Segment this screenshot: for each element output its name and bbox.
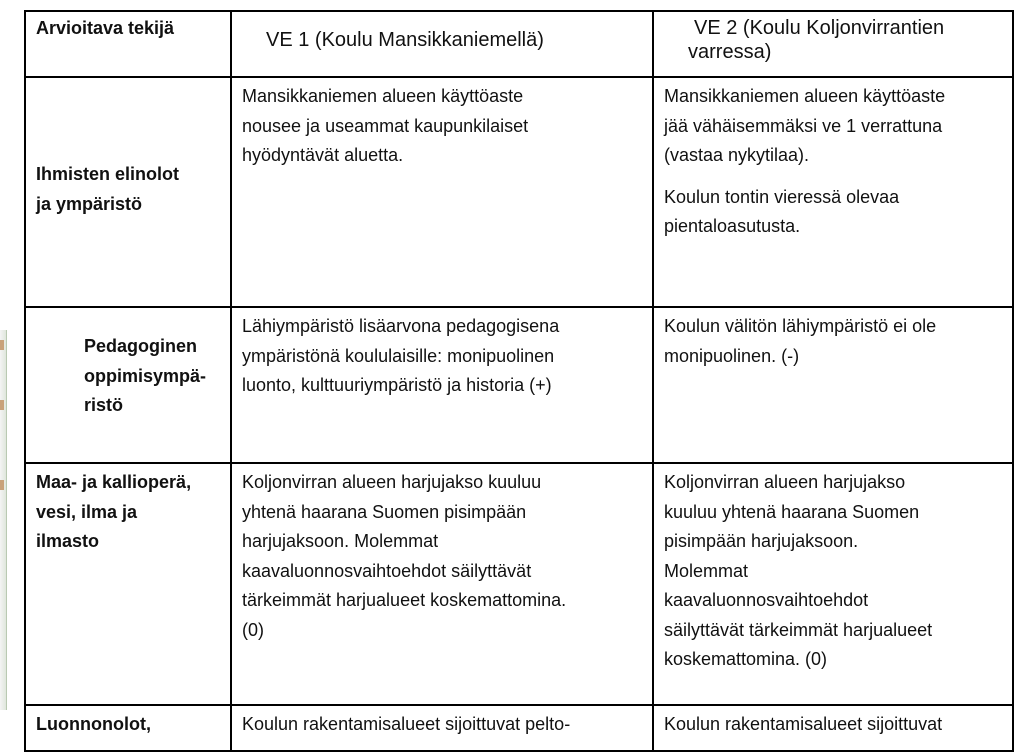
- row-label-cell: [25, 463, 231, 705]
- left-edge-strip: [0, 330, 7, 710]
- row-label-line: Maa- ja kallioperä,: [36, 472, 192, 492]
- text-line: (0): [242, 619, 264, 640]
- text-line: pisimpään harjujaksoon.: [664, 531, 859, 551]
- text-line: Koljonvirran alueen harjujakso kuuluu: [242, 472, 542, 492]
- header-assessed-factor: Arvioitava tekijä: [25, 11, 231, 77]
- option-2-cell: [653, 463, 1013, 705]
- text-line: koskemattomina. (0): [664, 649, 828, 669]
- option-1-cell: [231, 307, 653, 463]
- edge-mark: [0, 400, 4, 410]
- text-line: kaavaluonnosvaihtoehdot: [664, 590, 869, 610]
- row-label-line: vesi, ilma ja: [36, 501, 138, 522]
- row-label: [36, 472, 191, 551]
- header-option-1: VE 1 (Koulu Mansikkaniemellä): [231, 11, 653, 77]
- text-line: kuuluu yhtenä haarana Suomen: [664, 501, 920, 522]
- assessment-table: [24, 10, 1014, 752]
- text-line: kaavaluonnosvaihtoehdot säilyttävät: [242, 560, 532, 581]
- option-1-cell: [231, 77, 653, 307]
- row-label-cell: [25, 77, 231, 307]
- table-row: [25, 77, 1013, 307]
- text-line: Lähiympäristö lisäarvona pedagogisena: [242, 316, 560, 336]
- row-label-line: ristö: [84, 395, 124, 415]
- text-line: hyödyntävät aluetta.: [242, 145, 404, 165]
- row-label-line: ja ympäristö: [36, 193, 143, 214]
- option-1-cell: [231, 463, 653, 705]
- text-line: Mansikkaniemen alueen käyttöaste: [664, 86, 946, 106]
- option-2-cell: [653, 705, 1013, 751]
- row-label-line: Pedagoginen: [84, 336, 198, 356]
- text-line: tärkeimmät harjualueet koskemattomina.: [242, 590, 567, 610]
- row-label-line: ilmasto: [36, 531, 100, 551]
- header-option-2: [653, 11, 1013, 77]
- text-line: ympäristönä koululaisille: monipuolinen: [242, 345, 555, 366]
- text-line: Koulun rakentamisalueet sijoittuvat: [664, 714, 943, 734]
- option-2-cell: [653, 307, 1013, 463]
- row-label: [36, 312, 222, 421]
- text-line: Koulun välitön lähiympäristö ei ole: [664, 316, 937, 336]
- text-line: jää vähäisemmäksi ve 1 verrattuna: [664, 115, 943, 136]
- row-label-cell: [25, 307, 231, 463]
- row-label: Luonnonolot,: [36, 714, 151, 734]
- option-2-cell: [653, 77, 1013, 307]
- text-line: Koulun tontin vieressä olevaa: [664, 186, 900, 207]
- text-line: monipuolinen. (-): [664, 345, 800, 366]
- paragraph: [664, 82, 1004, 171]
- header-option-2-line1: VE 2 (Koulu Koljonvirrantien: [694, 17, 945, 39]
- row-label-line: oppimisympä-: [84, 365, 207, 386]
- text-line: (vastaa nykytilaa).: [664, 145, 810, 165]
- text-line: pientaloasutusta.: [664, 216, 801, 236]
- text-line: nousee ja useammat kaupunkilaiset: [242, 115, 529, 136]
- table-row: [25, 463, 1013, 705]
- edge-mark: [0, 340, 4, 350]
- row-label-line: Ihmisten elinolot: [36, 164, 180, 184]
- text-line: Mansikkaniemen alueen käyttöaste: [242, 86, 524, 106]
- table-row: [25, 705, 1013, 751]
- text-line: Koljonvirran alueen harjujakso: [664, 472, 906, 492]
- row-label: [36, 82, 222, 219]
- header-row: [25, 11, 1013, 77]
- text-line: harjujaksoon. Molemmat: [242, 531, 439, 551]
- text-line: Koulun rakentamisalueet sijoittuvat pelto-: [242, 714, 571, 734]
- option-1-cell: [231, 705, 653, 751]
- paragraph: [664, 183, 1004, 242]
- row-label-cell: [25, 705, 231, 751]
- header-option-2-line2: varressa): [688, 41, 772, 63]
- edge-mark: [0, 480, 4, 490]
- text-line: luonto, kulttuuriympäristö ja historia (+): [242, 375, 552, 395]
- text-line: Molemmat: [664, 560, 749, 581]
- text-line: säilyttävät tärkeimmät harjualueet: [664, 619, 933, 640]
- table-row: [25, 307, 1013, 463]
- text-line: yhtenä haarana Suomen pisimpään: [242, 501, 527, 522]
